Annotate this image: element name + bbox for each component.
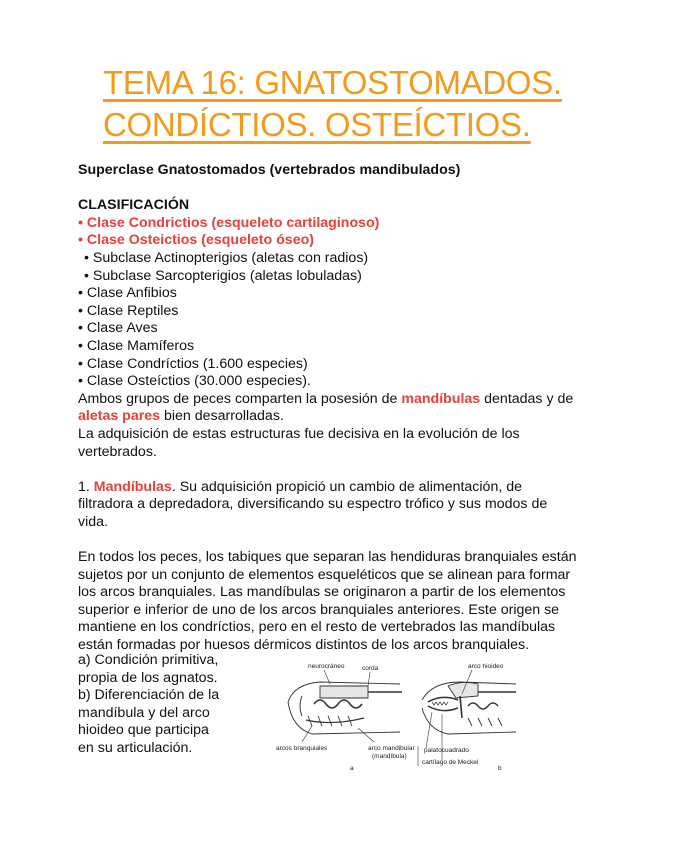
label-arcos-branquiales: arcos branquiales bbox=[276, 745, 328, 752]
diagram-a bbox=[288, 670, 402, 742]
list-item: • Clase Reptiles bbox=[78, 302, 179, 319]
page-title bbox=[103, 62, 562, 146]
jaw-evolution-figure bbox=[272, 656, 518, 774]
label-arco-mandibular: arco mandibular bbox=[368, 745, 415, 752]
label-a: a bbox=[350, 765, 354, 772]
list-item: • Clase Aves bbox=[78, 320, 158, 337]
label-arco-hioideo: arco hioideo bbox=[468, 663, 504, 670]
paragraph-4: En todos los peces, los tabiques que separan las hendiduras branquiales están bbox=[78, 549, 577, 566]
list-item: • Clase Osteíctios (30.000 especies). bbox=[78, 373, 311, 390]
label-palatocuadrado: palatocuadrado bbox=[424, 747, 469, 754]
title-line-1: TEMA 16: GNATOSTOMADOS. bbox=[103, 64, 562, 101]
label-mandibula: (mandíbula) bbox=[372, 753, 407, 760]
list-item: • Subclase Actinopterigios (aletas con radios) bbox=[84, 249, 369, 266]
label-corda: corda bbox=[362, 665, 379, 672]
list-item: • Subclase Sarcopterigios (aletas lobuladas) bbox=[84, 267, 362, 284]
label-neurocraneo: neurocráneo bbox=[308, 663, 345, 670]
list-item: • Clase Condrictios (esqueleto cartilaginoso) bbox=[78, 214, 380, 231]
document-body: Superclase Gnatostomados (vertebrados mandibulados) CLASIFICACIÓN • Clase Condrictios (esqueleto cartilaginoso) • Clase Osteictios (esqueleto óseo) • Subclase Actinopterigios (aletas con radios) • Subclase Sarcopterigios (aletas lobuladas) • Clase Anfibios • Clase Reptiles • Clase Aves • Clase Mamíferos • Clase Condríctios (1.600 especies) • Clase Osteíctios (30.000 especies). Ambos grupos de peces comparten la posesión de mandíbulas dentadas y de aletas pares bien desarrolladas. La adquisición de estas estructuras fue decisiva en la evolución de los vertebrados. 1. Mandíbulas. Su adquisición propició un cambio de alimentación, de filtradora a depredadora, diversificando su espectro trófico y sus modos de vida. En todos los peces, los tabiques que separan las hendiduras branquiales están sujetos por un conjunto de elementos esqueléticos que se alinean para formar los arcos branquiales. Las mandíbulas se originaron a partir de los elementos superior e inferior de uno de los arcos branquiales anteriores. Este origen se mantiene en los condríctios, pero en el resto de vertebrados las mandíbulas están formadas por huesos dérmicos distintos de los arcos branquiales. bbox=[78, 162, 614, 655]
paragraph-1: Ambos grupos de peces comparten la posesión de mandíbulas dentadas y de bbox=[78, 390, 574, 407]
label-meckel: cartílago de Meckel bbox=[422, 759, 479, 766]
label-b: b bbox=[498, 765, 502, 772]
clasificacion-heading: CLASIFICACIÓN bbox=[78, 197, 190, 214]
list-item: • Clase Osteictios (esqueleto óseo) bbox=[78, 232, 314, 249]
list-item: • Clase Mamíferos bbox=[78, 337, 195, 354]
list-item: • Clase Anfibios bbox=[78, 285, 177, 302]
superclase-heading: Superclase Gnatostomados (vertebrados mandibulados) bbox=[78, 162, 461, 178]
paragraph-2: La adquisición de estas estructuras fue decisiva en la evolución de los bbox=[78, 425, 520, 442]
title-line-2: CONDÍCTIOS. OSTEÍCTIOS. bbox=[103, 106, 531, 143]
paragraph-3: 1. Mandíbulas. Su adquisición propició un cambio de alimentación, de bbox=[78, 478, 522, 495]
section-term-mandibulas: Mandíbulas bbox=[93, 478, 172, 495]
term-aletas-pares: aletas pares bbox=[78, 408, 161, 425]
list-item: • Clase Condríctios (1.600 especies) bbox=[78, 355, 308, 372]
figure-caption: a) Condición primitiva, propia de los agnatos. b) Diferenciación de la mandíbula y del arco hioideo que participa en su articulación. bbox=[78, 652, 220, 756]
term-mandibulas: mandíbulas bbox=[401, 390, 481, 407]
